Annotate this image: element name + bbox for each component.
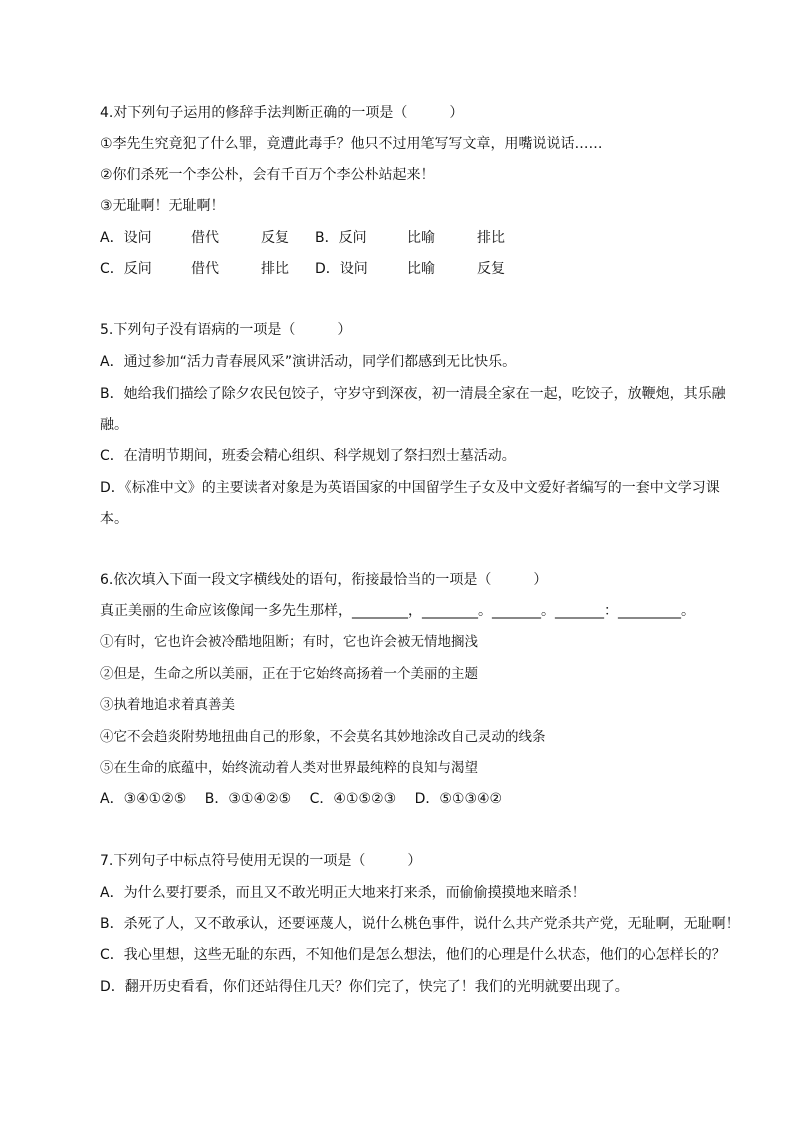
q4-stem: 4.对下列句子运用的修辞手法判断正确的一项是（ ） (100, 105, 464, 121)
q4-option-b-2: 比喻 (407, 230, 435, 246)
q4-sentence-1: ①李先生究竟犯了什么罪，竟遭此毒手？他只不过用笔写写文章，用嘴说说话…… (100, 136, 603, 152)
q5-option-a: A．通过参加“活力青春展风采”演讲活动，同学们都感到无比快乐。 (100, 354, 517, 370)
q4-option-b: B．反问 (315, 230, 367, 246)
q4-option-d: D．设问 (315, 261, 368, 277)
q6-passage: 真正美丽的生命应该像闻一多先生那样，________，________。_______。_______：_________。 (100, 603, 695, 619)
q7-option-c: C．我心里想，这些无耻的东西，不知他们是怎么想法，他们的心理是什么状态，他们的心怎样长的？ (100, 947, 726, 963)
q6-item-3: ③执着地追求着真善美 (100, 697, 235, 713)
q6-stem: 6.依次填入下面一段文字横线处的语句，衔接最恰当的一项是（ ） (100, 572, 548, 588)
q7-option-d: D．翻开历史看看，你们还站得住几天？你们完了，快完了！我们的光明就要出现了。 (100, 979, 629, 995)
q5-option-d: D．《标准中文》的主要读者对象是为英语国家的中国留学生子女及中文爱好者编写的一套中文学习课 (100, 480, 720, 496)
q6-item-1: ①有时，它也许会被冷酷地阻断；有时，它也许会被无情地搁浅 (100, 634, 478, 650)
q5-stem: 5.下列句子没有语病的一项是（ ） (100, 322, 352, 338)
q6-item-4: ④它不会趋炎附势地扭曲自己的形象，不会莫名其妙地涂改自己灵动的线条 (100, 729, 546, 745)
q5-option-c: C．在清明节期间，班委会精心组织、科学规划了祭扫烈士墓活动。 (100, 448, 516, 464)
q7-stem: 7.下列句子中标点符号使用无误的一项是（ ） (100, 853, 422, 869)
q4-option-b-3: 排比 (477, 230, 505, 246)
q4-option-a-2: 借代 (191, 230, 219, 246)
q4-sentence-3: ③无耻啊！无耻啊！ (100, 198, 225, 214)
q4-option-d-2: 比喻 (407, 261, 435, 277)
q5-option-d-cont: 本。 (100, 511, 128, 527)
q5-option-b-cont: 融。 (100, 417, 128, 433)
q4-option-c-2: 借代 (191, 261, 219, 277)
q6-item-2: ②但是，生命之所以美丽，正在于它始终高扬着一个美丽的主题 (100, 666, 478, 682)
q4-option-c-3: 排比 (261, 261, 289, 277)
q4-option-a-3: 反复 (261, 230, 289, 246)
q4-option-a: A．设问 (100, 230, 152, 246)
q6-options: A．③④①②⑤ B．③①④②⑤ C．④①⑤②③ D．⑤①③④② (100, 791, 503, 807)
q5-option-b: B．她给我们描绘了除夕农民包饺子，守岁守到深夜，初一清晨全家在一起，吃饺子，放鞭炮，其乐融 (100, 386, 726, 402)
q7-option-b: B．杀死了人，又不敢承认，还要诬蔑人，说什么桃色事件，说什么共产党杀共产党，无耻啊，无耻啊！ (100, 916, 740, 932)
q4-option-c: C．反问 (100, 261, 152, 277)
q6-item-5: ⑤在生命的底蕴中，始终流动着人类对世界最纯粹的良知与渴望 (100, 760, 478, 776)
q4-option-d-3: 反复 (477, 261, 505, 277)
q7-option-a: A．为什么要打要杀，而且又不敢光明正大地来打来杀，而偷偷摸摸地来暗杀！ (100, 885, 586, 901)
q4-sentence-2: ②你们杀死一个李公朴，会有千百万个李公朴站起来！ (100, 167, 435, 183)
